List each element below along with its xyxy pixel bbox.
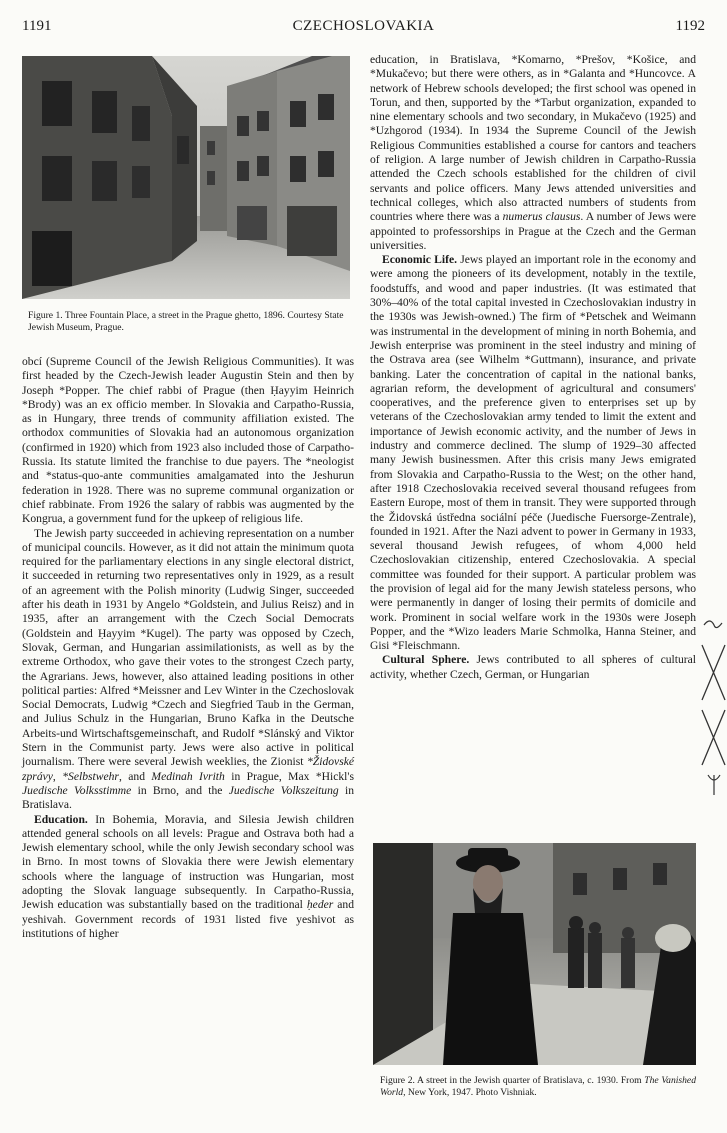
figure-1-caption: Figure 1. Three Fountain Place, a street in the Prague ghetto, 1896. Courtesy State Jewish Museum, Prague. <box>28 310 344 333</box>
italic-term: ḥeder <box>306 898 334 912</box>
page-number-right: 1192 <box>675 18 705 34</box>
paragraph <box>370 653 696 682</box>
text-run: Jews played an important role in the economy and were among the pioneers of its development, notably in the textile, foodstuffs, and wood and paper industries. (It was estimated that 30%–40% of the total capital invested in Czechoslovakian industry in the 1930s was Jewish-owned.) The firm of *Petschek and Weimann was instrumental in the development of mining in north Bohemia, and Jewish enterprise was prominent in the steel industry and mining of the Ostrava area (see Wilhelm *Guttmann), insurance, and private banking. Later the concentration of capital in the national banks, agrarian reform, the development of agricultural and consumers' cooperatives, and the preference given to enterprises set up by veterans of the Czechoslovakian army tended to limit the extent and importance of Jewish economic activity, and the number of Jews in industry and commerce declined. The slump of 1929–30 affected many Jewish businessmen. After this crisis many Jews emigrated from Slovakia and Carpatho-Russia to the West; on the other hand, after 1918 Czechoslovakia received several thousand refugees from Eastern Europe, most of them in transit. They were supported through the Židovská ústředna sociální péče (Juedische Fuersorge-Zentrale), founded in 1921. After the Nazi advent to power in Germany in 1933, several thousand Jewish refugees, of whom 4,000 held Czechoslovakian citizenship, entered Czechoslovakia. A special committee was founded for their support. A particular problem was the provision of legal aid for the many Jewish stateless persons, who were permanently in danger of losing their permits of domicile and work. Prominent in social welfare work in the 1930s were Joseph Popper, and the *Wizo leaders Marie Schmolka, Hanna Steiner, and Gisi *Fleischmann. <box>370 253 697 653</box>
caption-text: , New York, 1947. Photo Vishniak. <box>403 1087 537 1098</box>
page-header <box>22 18 705 38</box>
right-column <box>370 53 696 682</box>
paragraph <box>22 527 354 813</box>
paragraph <box>22 355 354 527</box>
text-run: and yeshivah. Government records of 1931 listed five yeshivot as institutions of higher <box>22 898 354 940</box>
italic-title: Juedische Volkszeitung <box>228 783 339 797</box>
text-run: in Prague, Max *Hickl's <box>224 769 355 783</box>
figure-2-illustration <box>373 843 696 1065</box>
text-run: obcí (Supreme Council of the Jewish Religious Communities). It was first headed by the Czech-Jewish leader Augustin Stein and then by Joseph *Popper. The chief rabbi of Prague (then Ḥayyim Heinrich *Brody) was an ex officio member. In Slovakia and Carpatho-Russia, as in Hungary, three trends of community affiliation existed. The orthodox communities of Slovakia had an autonomous organization (confirmed in 1920) which from 1923 also included those of Carpatho-Russia. Its statute limited the franchise to due payers. The *neologist and *status-quo-ante communities amalgamated into the Jeshurun federation in 1928. There was no supreme communal organization or chief rabbinate. From 1926 the salary of rabbis was augmented by the Kongrua, a government fund for the upkeep of religious life. <box>22 355 354 526</box>
text-run: in Brno, and the <box>131 783 229 797</box>
text-run: in Bratislava. <box>22 783 354 812</box>
paragraph <box>22 813 354 942</box>
caption-text: Figure 2. A street in the Jewish quarter of Bratislava, c. 1930. From <box>380 1075 645 1086</box>
figure-2-photo <box>373 843 696 1065</box>
left-column <box>22 355 354 941</box>
italic-title: *Selbstwehr <box>62 769 119 783</box>
figure-2-caption <box>380 1075 696 1099</box>
running-title: CZECHOSLOVAKIA <box>292 18 435 34</box>
italic-title: Medinah Ivrith <box>151 769 225 783</box>
italic-term: numerus clausus <box>502 210 581 224</box>
text-run: , <box>52 769 63 783</box>
text-run: In Bohemia, Moravia, and Silesia Jewish children attended general schools on all levels: Prague and Ostrava both had a Jewish elementary school, while the only Jewish secondary school was in Brno. In most towns of Slovakia there were Jewish elementary schools where the language of instruction was Hungarian, most adopting the Slovak language subsequently. In Carpatho-Russia, Jewish education was substantially based on the traditional <box>22 812 354 912</box>
text-run: education, in Bratislava, *Komarno, *Prešov, *Košice, and *Mukačevo; but there were others, as in *Galanta and *Huncovce. A network of Hebrew schools developed; the first school was opened in Torun, and then, supported by the *Tarbut organization, expanded to nine elementary schools and two secondary, in Mukačevo (1925) and *Uzhgorod (1934). In 1934 the Supreme Council of the Jewish Religious Communities established a course for cantors and teachers of religion. A large number of Jewish children in Carpatho-Russia attended the Czech schools established for the children of civil servants and police officers. Many Jews attended universities and technical colleges, which also attracted numbers of students from countries where there was a <box>370 53 696 224</box>
figure-1-illustration <box>22 56 350 299</box>
text-run: Jews contributed to all spheres of cultural activity, whether Czech, German, or Hungarian <box>370 653 696 681</box>
margin-scribble-icon <box>700 615 727 805</box>
section-heading: Education. <box>34 812 88 826</box>
italic-title: Juedische Volksstimme <box>22 783 132 797</box>
paragraph <box>370 253 696 653</box>
text-run: . A number of Jews were appointed to professorships in Prague at the Czech and the German universities. <box>370 210 696 252</box>
figure-1-photo <box>22 56 350 299</box>
handwritten-margin-marks <box>700 615 727 805</box>
section-heading: Economic Life. <box>382 253 458 267</box>
section-heading: Cultural Sphere. <box>382 653 470 667</box>
caption-book-title: The Vanished World <box>380 1075 696 1098</box>
italic-title: *Židovské zprávy <box>22 755 354 783</box>
page-number-left: 1191 <box>22 18 52 34</box>
text-run: , and <box>118 769 152 783</box>
text-run: The Jewish party succeeded in achieving representation on a number of municipal councils. However, as it did not attain the minimum quota required for the parliamentary elections in any single electoral district, it succeeded in returning two representatives only in 1929, as a result of an agreement with the Polish minority (Ludwig Singer, succeeded after his death in 1931 by Angelo *Goldstein, and Julius Reisz) and in 1935, after an arrangement with the Czech Social Democrats (Goldstein and Ḥayyim *Kugel). The party was opposed by Czech, Slovak, German, and Hungarian assimilationists, as well as by the extreme Orthodox, who gave their votes to the strongest Czech party, the Agrarians. Jews, however, also attained leading positions in other political parties: Alfred *Meissner and Lev Winter in the Czechoslovak Social Democrats, Ludwig *Czech and Siegfried Taub in the German, and Julius Schulz in the Hungarian, Bruno Kafka in the Deutsche Arbeits-und Wirtschaftsgemeinschaft, and Rudolf *Slánský and Viktor Stern in the Communist party. Jews were also active in political journalism. There were several Jewish weeklies, the Zionist <box>22 526 354 769</box>
paragraph <box>370 53 696 253</box>
